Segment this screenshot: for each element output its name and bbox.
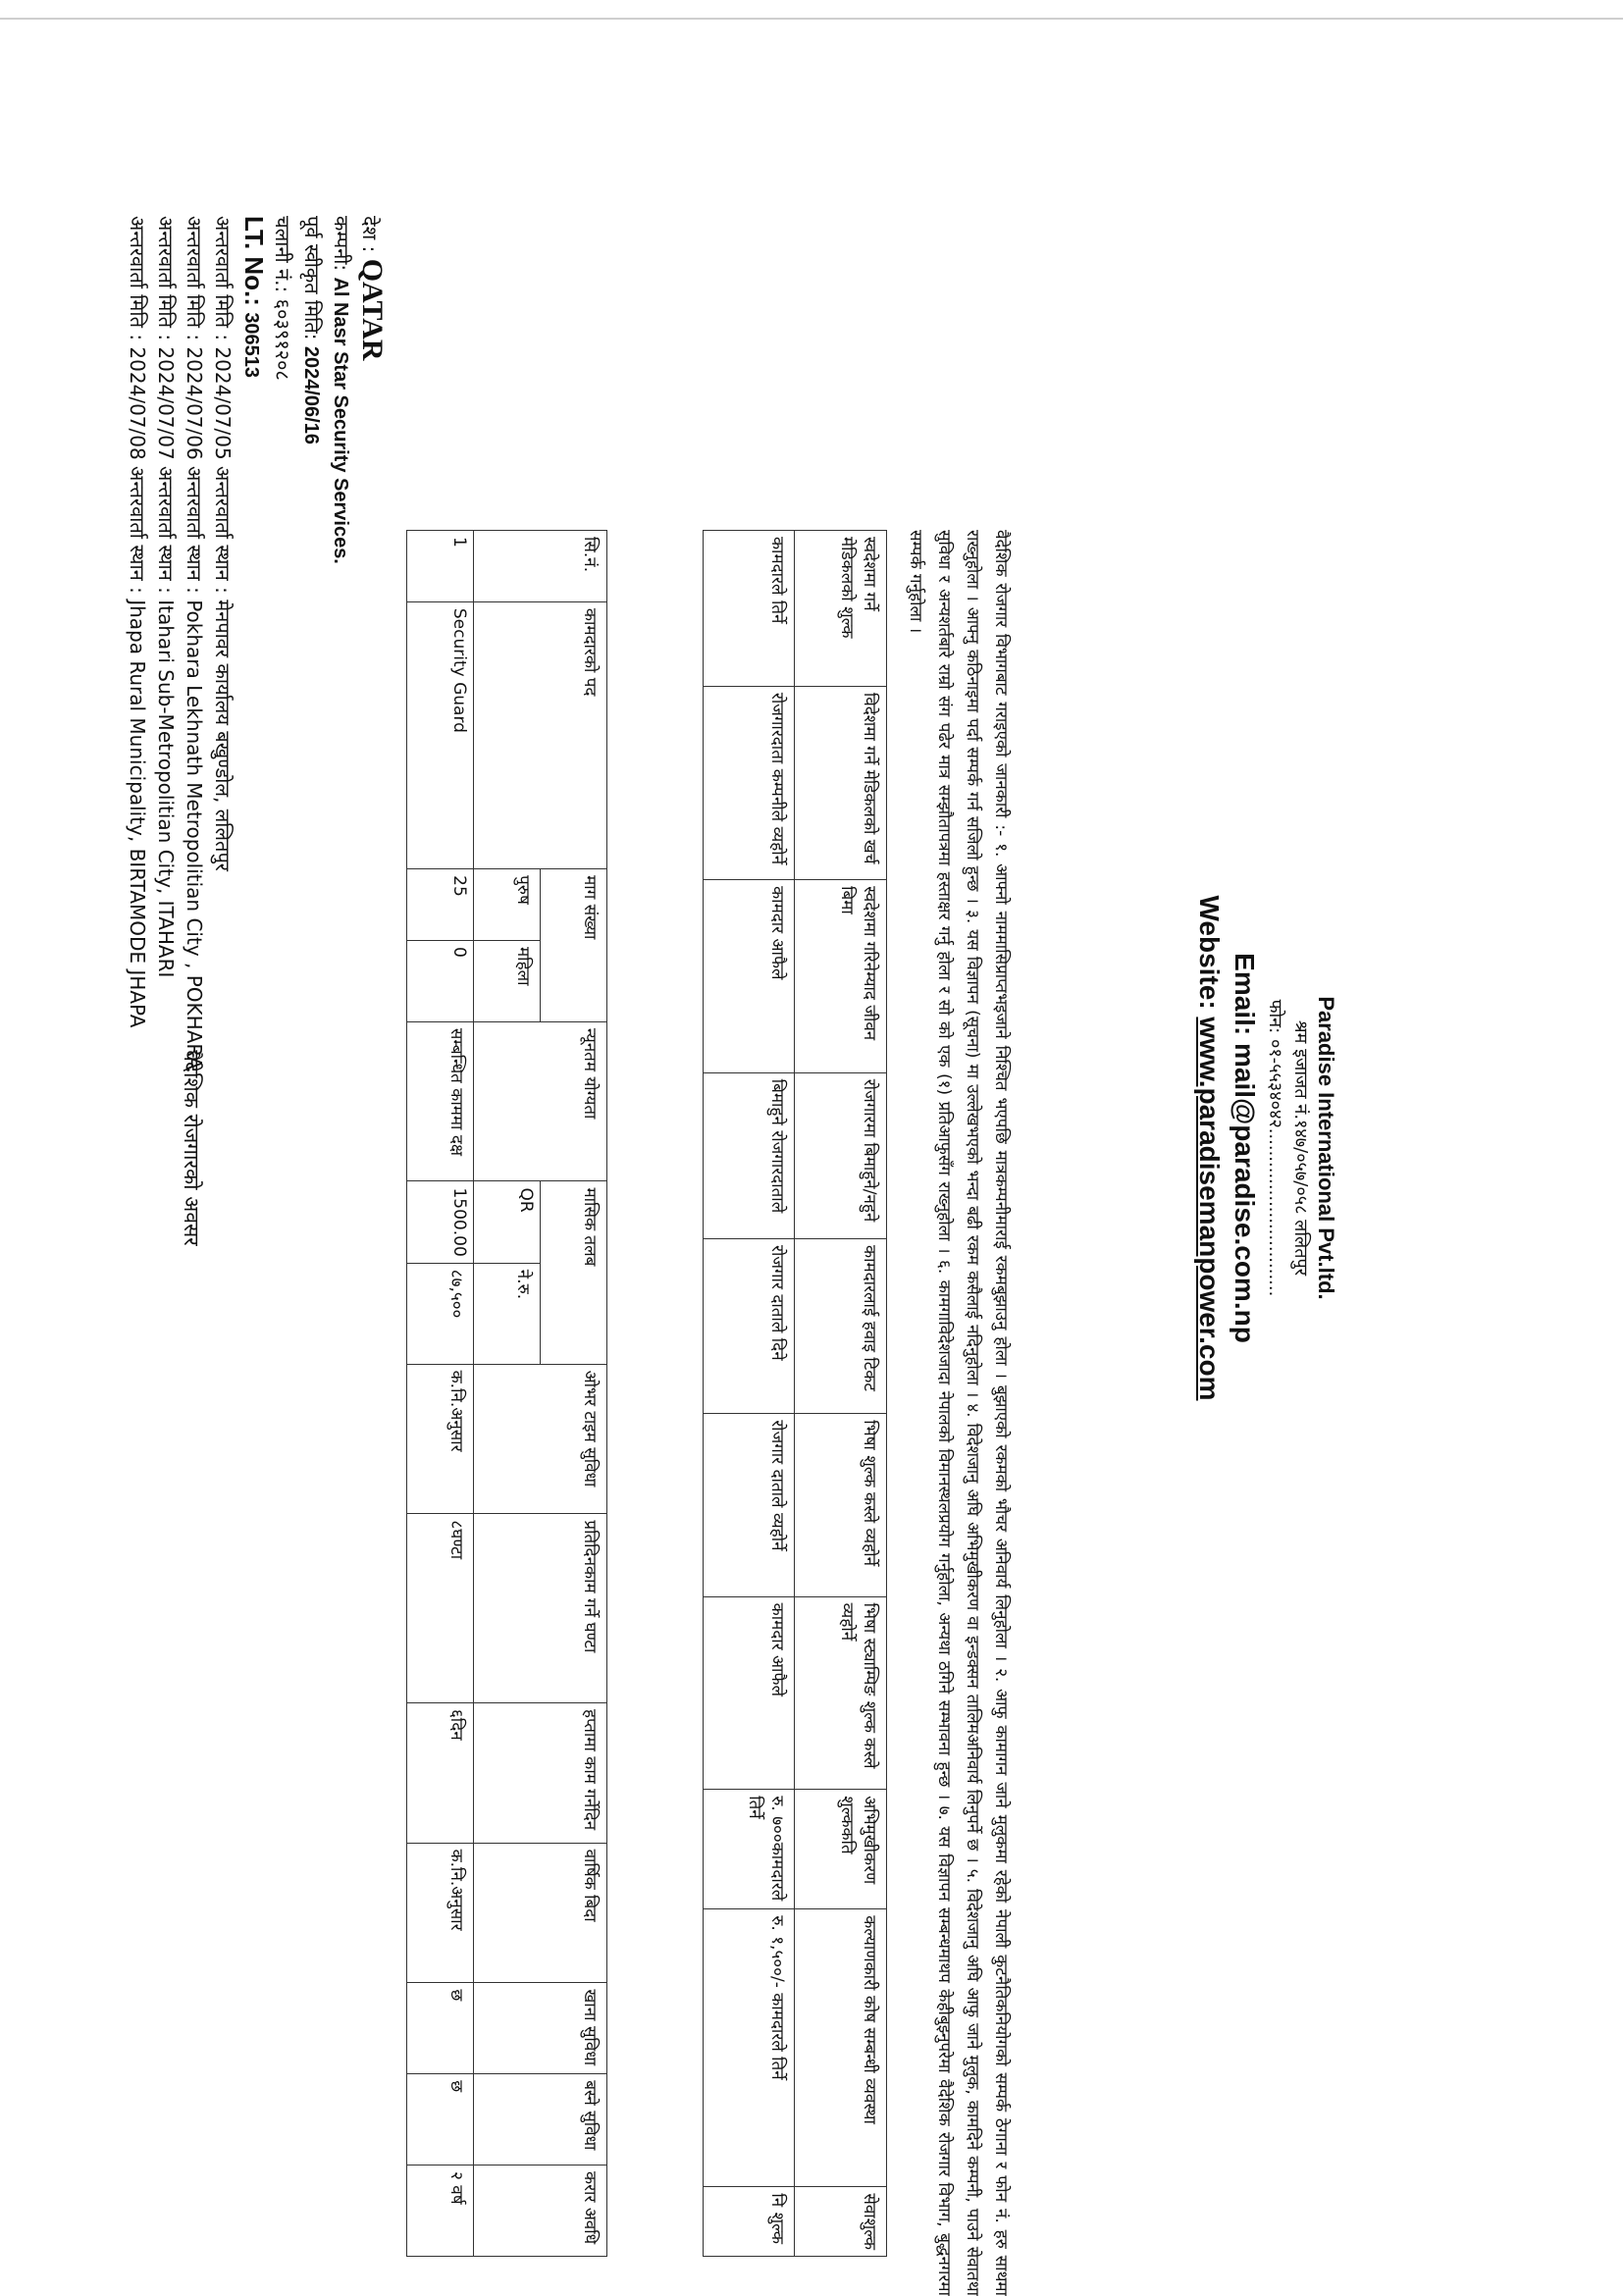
contract-header: करार अवधि (474, 2166, 607, 2257)
cost-cell: कामदार आफैले (704, 1596, 796, 1790)
cost-header: स्वदेशमा गर्ने मेडिकलको शुल्क (795, 531, 887, 687)
table-header-row (795, 531, 887, 2257)
qr-header: QR (474, 1181, 541, 1263)
qr-cell: 1500.00 (407, 1181, 474, 1263)
cost-header: सेवाशुल्क (795, 2187, 887, 2257)
company-name: Al Nasr Star Security Services. (330, 277, 351, 564)
accommodation-cell: छ (407, 2074, 474, 2166)
country: QATAR (356, 258, 389, 361)
food-cell: छ (407, 1983, 474, 2074)
interview-line: अन्तरवार्ता मिति : 2024/07/06 अन्तरवार्ता स्थान : Pokhara Lekhnath Metropolitian City , POKHARA (183, 216, 206, 1070)
agency-footer (1191, 0, 1338, 2296)
lt-line (236, 216, 268, 1070)
interview-line: अन्तरवार्ता मिति : 2024/07/07 अन्तरवार्ता स्थान : Itahari Sub-Metropolitian City, ITAHARI (154, 216, 178, 978)
cost-header: रोजगारमा बिमाहुने/नहुने (795, 1072, 887, 1238)
male-cell: 25 (407, 869, 474, 941)
overtime-header: ओभर टाइम सुविधा (474, 1364, 607, 1514)
qualification-cell: सम्बन्धित काममा दक्ष (407, 1021, 474, 1181)
country-line (355, 216, 387, 1070)
country-label: देश : (358, 216, 382, 253)
company-line (326, 216, 355, 1070)
npr-cell: ८७,५०० (407, 1263, 474, 1364)
page-title: वैदेशिक रोजगारको अवसर (180, 1050, 203, 1246)
department-notice: वैदेशिक रोजगार विभागबाट गराइएको जानकारी :- १. आफ्नो नाममासिप्राप्तभइजाने निश्चित भएपछि मात्रकम्पनीमाराई रकमबुझाउनु होला । बुझाएको रकमको भौचर अनिवार्य लिनुहोला । २. आफु कामागन जाने मुलुकमा रहेको नेपाली कुटनैतिकनियोगको सम्पर्क ठेगाना र फोन नं. हरु साथमा राख्नुहोला । आफ्नु कठिनाइमा पर्दा सम्पर्क गर्न सजिलो हुन्छ । ३. यस विज्ञापन (सूचना) मा उल्लेखभएको भन्दा बढी रकम कसैलाई नदिनुहोला । ४. विदेशजानु अघि अभिमुखीकरण वा इन्डक्सन तालिमअनिवार्य लिनुपर्ने छ । ५. विदेशजानु अघि आफु जाने मुलुक, कामदिने कम्पनी, पाउने सेवातथा सुविधा र अन्यशर्तबारे राम्रो संग पढेर मात्र सम्झौतापत्रमा हस्ताक्षर गर्नु होला र सो को एक (१) प्रतिआफुसँग राख्नुहोला । ६. कामगाविदेशजादा नेपालको विमानस्थलप्रयोग गर्नुहोला, अन्यथा ठगिने सम्भावना हुन्छ । ७. यस विज्ञापन सम्बन्धमाथप केहीबुझ्नुपरेमा वैदेशिक रोजगार विभाग, बुद्धनगरमा सम्पर्क गर्नुहोला । (906, 530, 1011, 2296)
costs-table (703, 530, 887, 2257)
table-header-row (541, 531, 607, 2257)
interview-line: अन्तरवार्ता मिति : 2024/07/05 अन्तरवार्ता स्थान : मेनपावर कार्यालय बखुण्डोल, ललितपुर (211, 216, 235, 871)
female-header: महिला (474, 941, 541, 1022)
leave-header: वार्षिक बिदा (474, 1843, 607, 1983)
website-link[interactable]: www.paradisemanpower.com (1194, 1017, 1225, 1401)
website-label: Website: (1194, 895, 1225, 1018)
approval-label: पूर्व स्वीकृत मिति: (300, 216, 324, 340)
approval-date: 2024/06/16 (300, 345, 322, 444)
cost-header: कामदारलाई हवाइ टिकट (795, 1239, 887, 1414)
cost-cell: रोजगारदाता कम्पनीले व्यहोर्ने (704, 686, 796, 879)
phone-line: फोन: ०१-५५३४०४२.............................. (1265, 999, 1285, 1297)
demand-header: माग संख्या (541, 869, 607, 1022)
cost-cell: रोजगार दाताले व्यहोर्ने (704, 1414, 796, 1596)
cost-cell: नि शुल्क (704, 2187, 796, 2257)
days-cell: ६दिन (407, 1702, 474, 1843)
days-header: हप्तामा काम गर्नेदिन (474, 1702, 607, 1843)
challan-line: चलानी नं.: ६०३९१२०८ (271, 216, 294, 381)
interview-line: अन्तरवार्ता मिति : 2024/07/08 अन्तरवार्ता स्थान : Jhapa Rural Municipality, BIRTAMODE JHAPA (126, 216, 149, 1028)
cost-cell: बिमाहुने रोजगारदाताले (704, 1072, 796, 1238)
leave-cell: क.नि.अनुसार (407, 1843, 474, 1983)
female-cell: 0 (407, 941, 474, 1022)
hours-cell: ८घण्टा (407, 1514, 474, 1703)
website-line (1191, 0, 1227, 2296)
cost-cell: रु. १,५००/- कामदारले तिर्ने (704, 1909, 796, 2187)
male-header: पुरुष (474, 869, 541, 941)
cost-cell: रोजगार दाताले दिने (704, 1239, 796, 1414)
license-line: श्रम इजाजत नं.१४७/०५७/०५८ ललितपुर (1290, 1019, 1311, 1277)
advert-header (123, 216, 387, 1070)
table-row (407, 531, 474, 2257)
post-cell: Security Guard (407, 601, 474, 868)
lt-label: LT. No.: (239, 216, 269, 306)
cost-header: स्वदेशमा गरिनेम्याद जीवन बिमा (795, 880, 887, 1073)
qualification-header: न्यूनतम योग्यता (474, 1021, 607, 1181)
accommodation-header: बस्ने सुविधा (474, 2074, 607, 2166)
contract-cell: २ वर्ष (407, 2166, 474, 2257)
post-header: कामदारको पद (474, 601, 607, 868)
cost-header: विदेशमा गर्ने मेडिकलको खर्च (795, 686, 887, 879)
food-header: खाना सुविधा (474, 1983, 607, 2074)
table-row (704, 531, 796, 2257)
approval-line (296, 216, 326, 1070)
salary-header: मासिक तलब (541, 1181, 607, 1364)
job-details-table (406, 530, 607, 2257)
sn-header: सि.नं. (474, 531, 607, 602)
cost-cell: कामदार आफैले (704, 880, 796, 1073)
cost-header: अभिमुखीकरण शुल्ककति (795, 1790, 887, 1909)
cost-header: भिषा शुल्क कस्ले व्यहोर्ने (795, 1414, 887, 1596)
cost-cell: रु. ७००कामदारले तिर्ने (704, 1790, 796, 1909)
overtime-cell: क.नि.अनुसार (407, 1364, 474, 1514)
cost-header: भिषा स्ट्याम्पिङ शुल्क कस्ले व्यहोर्ने (795, 1596, 887, 1790)
lt-number: 306513 (240, 312, 262, 379)
company-label: कम्पनी: (330, 216, 353, 272)
sn-cell: 1 (407, 531, 474, 602)
npr-header: ने.रु. (474, 1263, 541, 1364)
cost-header: कल्याणकारी कोष सम्बन्धी व्यवस्था (795, 1909, 887, 2187)
cost-cell: कामदारले तिर्ने (704, 531, 796, 687)
email-link[interactable]: Email: mail@paradise.com.np (1230, 953, 1260, 1343)
hours-header: प्रतिदिनकाम गर्ने घण्टा (474, 1514, 607, 1703)
agency-name: Paradise International Pvt.ltd. (1314, 996, 1338, 1300)
